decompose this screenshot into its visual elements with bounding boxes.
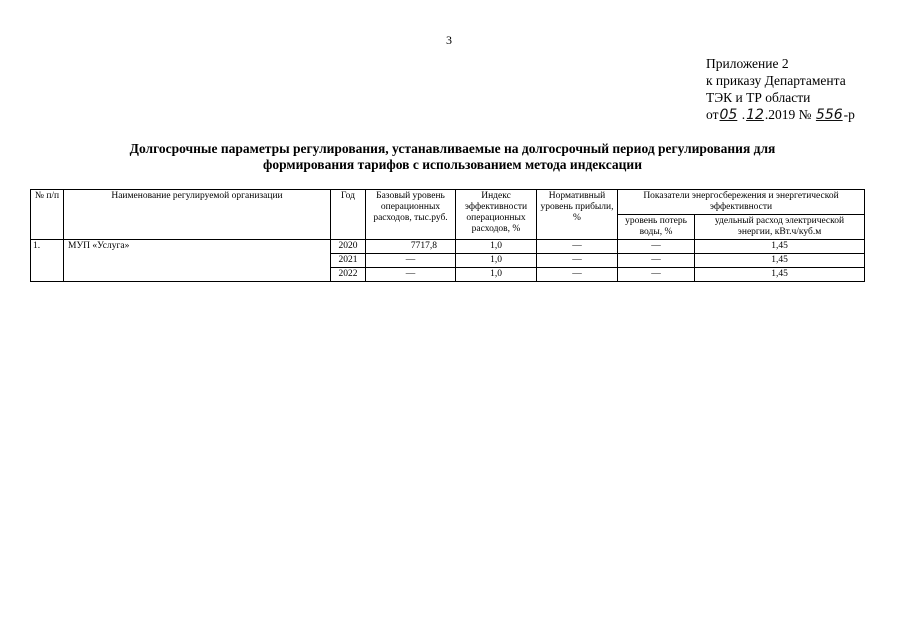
table-row <box>31 240 865 254</box>
page-number: 3 <box>446 33 452 47</box>
header-base-expenses: Базовый уровень операционных расходов, тыс.руб. <box>366 190 456 240</box>
cell-profit: — <box>537 268 618 282</box>
cell-year: 2021 <box>331 254 366 268</box>
cell-water-loss: — <box>618 268 695 282</box>
header-efficiency-index: Индекс эффективности операционных расходов, % <box>456 190 537 240</box>
header-year: Год <box>331 190 366 240</box>
title-line-2: формирования тарифов с использованием метода индексации <box>263 157 642 172</box>
appendix-block <box>706 55 855 124</box>
cell-index: 1,0 <box>456 268 537 282</box>
date-prefix: от <box>706 107 719 122</box>
header-energy-group: Показатели энергосбережения и энергетической эффективности <box>618 190 865 215</box>
cell-electricity: 1,45 <box>695 268 865 282</box>
appendix-date-line: от05 .12.2019 № 556-р <box>706 107 855 123</box>
handwritten-order-number: 556 <box>815 107 843 123</box>
header-organization: Наименование регулируемой организации <box>64 190 331 240</box>
cell-water-loss: — <box>618 254 695 268</box>
title-line-1: Долгосрочные параметры регулирования, устанавливаемые на долгосрочный период регулирования для <box>129 141 776 156</box>
cell-base: 7717,8 <box>366 240 456 254</box>
header-electricity: удельный расход электрической энергии, кВт.ч/куб.м <box>695 215 865 240</box>
cell-index: 1,0 <box>456 254 537 268</box>
cell-year: 2022 <box>331 268 366 282</box>
appendix-title: Приложение 2 <box>706 56 789 71</box>
cell-electricity: 1,45 <box>695 240 865 254</box>
cell-water-loss: — <box>618 240 695 254</box>
header-number: № п/п <box>31 190 64 240</box>
order-suffix: -р <box>843 107 855 122</box>
cell-profit: — <box>537 254 618 268</box>
handwritten-month: 12 <box>746 107 764 123</box>
handwritten-day: 05 <box>719 107 738 123</box>
cell-organization: МУП «Услуга» <box>64 240 331 282</box>
cell-index: 1,0 <box>456 240 537 254</box>
appendix-order-ref: к приказу Департамента <box>706 73 846 88</box>
cell-base: — <box>366 268 456 282</box>
appendix-department: ТЭК и ТР области <box>706 90 811 105</box>
cell-base: — <box>366 254 456 268</box>
document-title <box>60 141 845 173</box>
header-profit-level: Нормативный уровень прибыли, % <box>537 190 618 240</box>
cell-year: 2020 <box>331 240 366 254</box>
cell-electricity: 1,45 <box>695 254 865 268</box>
parameters-table <box>30 189 865 282</box>
header-water-loss: уровень потерь воды, % <box>618 215 695 240</box>
cell-row-number: 1. <box>31 240 64 282</box>
date-year: .2019 № <box>764 107 812 122</box>
cell-profit: — <box>537 240 618 254</box>
